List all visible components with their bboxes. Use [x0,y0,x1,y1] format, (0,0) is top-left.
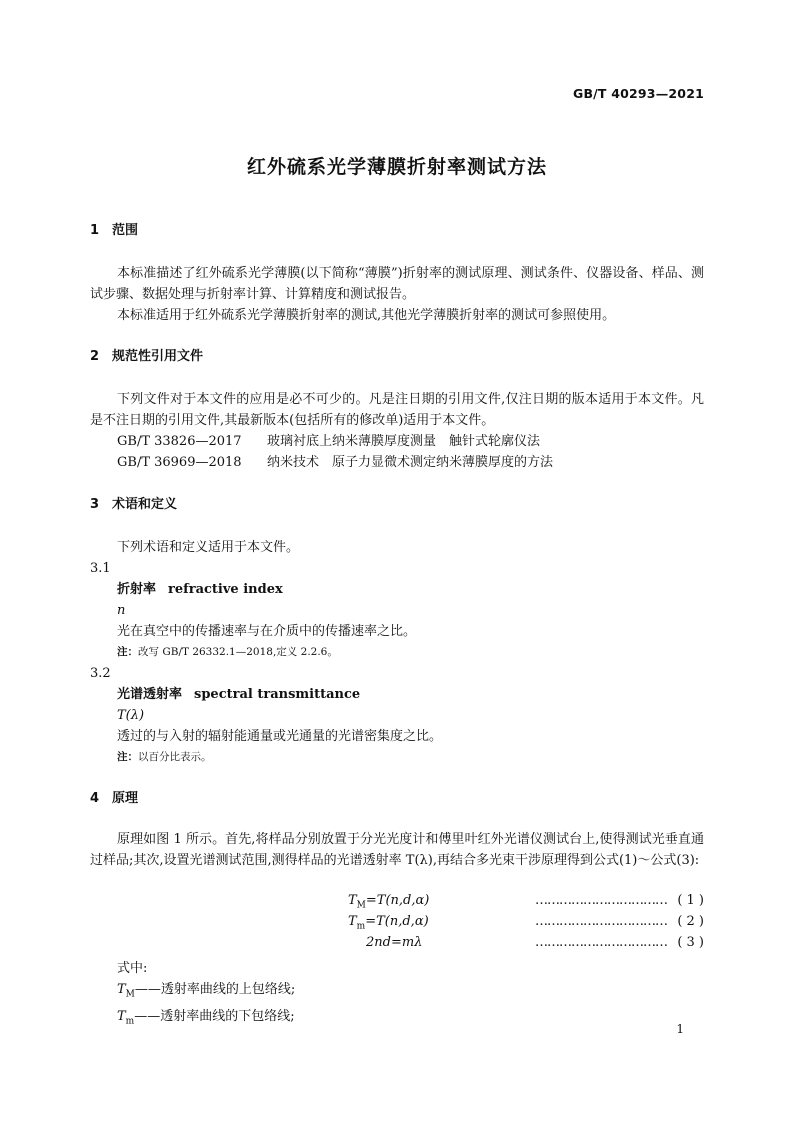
equation-subscript: M [356,900,366,911]
equation-subscript: m [356,921,366,932]
section-1-body [90,263,704,326]
equation-leader: …………………………… [535,935,667,950]
note-label: 注： [117,646,138,658]
note-text: 以百分比表示。 [138,751,212,763]
symbol-definitions [90,958,704,1032]
equation-lhs: 2nd [366,935,391,950]
paragraph: 本标准描述了红外硫系光学薄膜(以下简称“薄膜”)折射率的测试原理、测试条件、仪器设备、样品、测试步骤、数据处理与折射率计算、计算精度和测试报告。 [90,266,704,302]
term-english: refractive index [168,582,283,597]
document-title: 红外硫系光学薄膜折射率测试方法 [246,156,547,178]
term-english: spectral transmittance [194,687,361,702]
term-entry [90,684,704,705]
term-number: 3.1 [90,561,111,576]
reference-item [90,452,704,473]
term-note [90,747,704,768]
note-label: 注： [117,751,138,763]
equation [0,893,704,914]
equation-leader: …………………………… [535,914,667,929]
term-number: 3.2 [90,666,111,681]
reference-title: 纳米技术 原子力显微术测定纳米薄膜厚度的方法 [267,455,554,470]
term-note [90,642,704,663]
equation-lhs: T [348,893,357,908]
equation-number: ( 3 ) [677,935,704,950]
paragraph: 原理如图 1 所示。首先,将样品分别放置于分光光度计和傅里叶红外光谱仪测试台上,使得测试光垂直通过样品;其次,设置光谱测试范围,测得样品的光谱透射率 T(λ),再结合多光束干涉原理得到公式(1)～公式(3): [90,832,704,868]
equation [0,935,704,956]
equation-leader: …………………………… [535,893,667,908]
section-number: 1 [90,223,100,238]
standard-number: GB/T 40293—2021 [572,86,704,101]
where-label: 式中: [117,961,148,976]
def-symbol: T [117,1008,126,1024]
section-4-body [90,829,704,871]
section-title: 原理 [112,791,139,806]
section-2-heading [90,346,704,367]
section-1-heading [90,220,704,241]
reference-item [90,431,704,452]
def-subscript: m [125,1016,135,1027]
paragraph: 本标准适用于红外硫系光学薄膜折射率的测试,其他光学薄膜折射率的测试可参照使用。 [117,308,616,323]
section-number: 4 [90,791,100,806]
symbol-definition [90,1006,704,1033]
reference-code: GB/T 33826—2017 [117,434,242,449]
section-number: 2 [90,349,100,364]
equation-rhs: =mλ [390,935,423,950]
equation-number: ( 2 ) [677,914,704,929]
equation [0,914,704,935]
equation-rhs: =T(n,d,α) [365,914,429,929]
term-chinese: 折射率 [117,582,157,597]
symbol-definition [90,979,704,1006]
section-title: 术语和定义 [112,497,178,512]
section-3-heading [90,494,704,515]
equation-number: ( 1 ) [677,893,704,908]
section-3-body [90,537,704,768]
def-text: ——透射率曲线的下包络线; [134,1008,295,1024]
paragraph: 下列文件对于本文件的应用是必不可少的。凡是注日期的引用文件,仅注日期的版本适用于本文件。凡是不注日期的引用文件,其最新版本(包括所有的修改单)适用于本文件。 [90,392,704,428]
term-entry [90,579,704,600]
def-text: ——透射率曲线的上包络线; [134,982,296,997]
note-text: 改写 GB/T 26332.1—2018,定义 2.2.6。 [138,646,338,658]
paragraph: 下列术语和定义适用于本文件。 [117,540,300,555]
equation-rhs: =T(n,d,α) [365,893,430,908]
page-number: 1 [676,1022,684,1036]
term-definition: 光在真空中的传播速率与在介质中的传播速率之比。 [117,624,417,639]
section-title: 范围 [112,223,139,238]
equation-lhs: T [348,914,357,929]
section-title: 规范性引用文件 [112,349,204,364]
term-symbol: n [117,603,126,618]
section-2-body [90,389,704,473]
reference-code: GB/T 36969—2018 [117,455,242,470]
section-number: 3 [90,497,100,512]
section-4-heading [90,788,704,809]
def-symbol: T [117,982,126,997]
reference-title: 玻璃衬底上纳米薄膜厚度测量 触针式轮廓仪法 [267,434,541,449]
term-definition: 透过的与入射的辐射能通量或光通量的光谱密集度之比。 [117,729,443,744]
term-chinese: 光谱透射率 [117,687,183,702]
def-subscript: M [125,989,135,1000]
term-symbol: T(λ) [117,708,145,723]
